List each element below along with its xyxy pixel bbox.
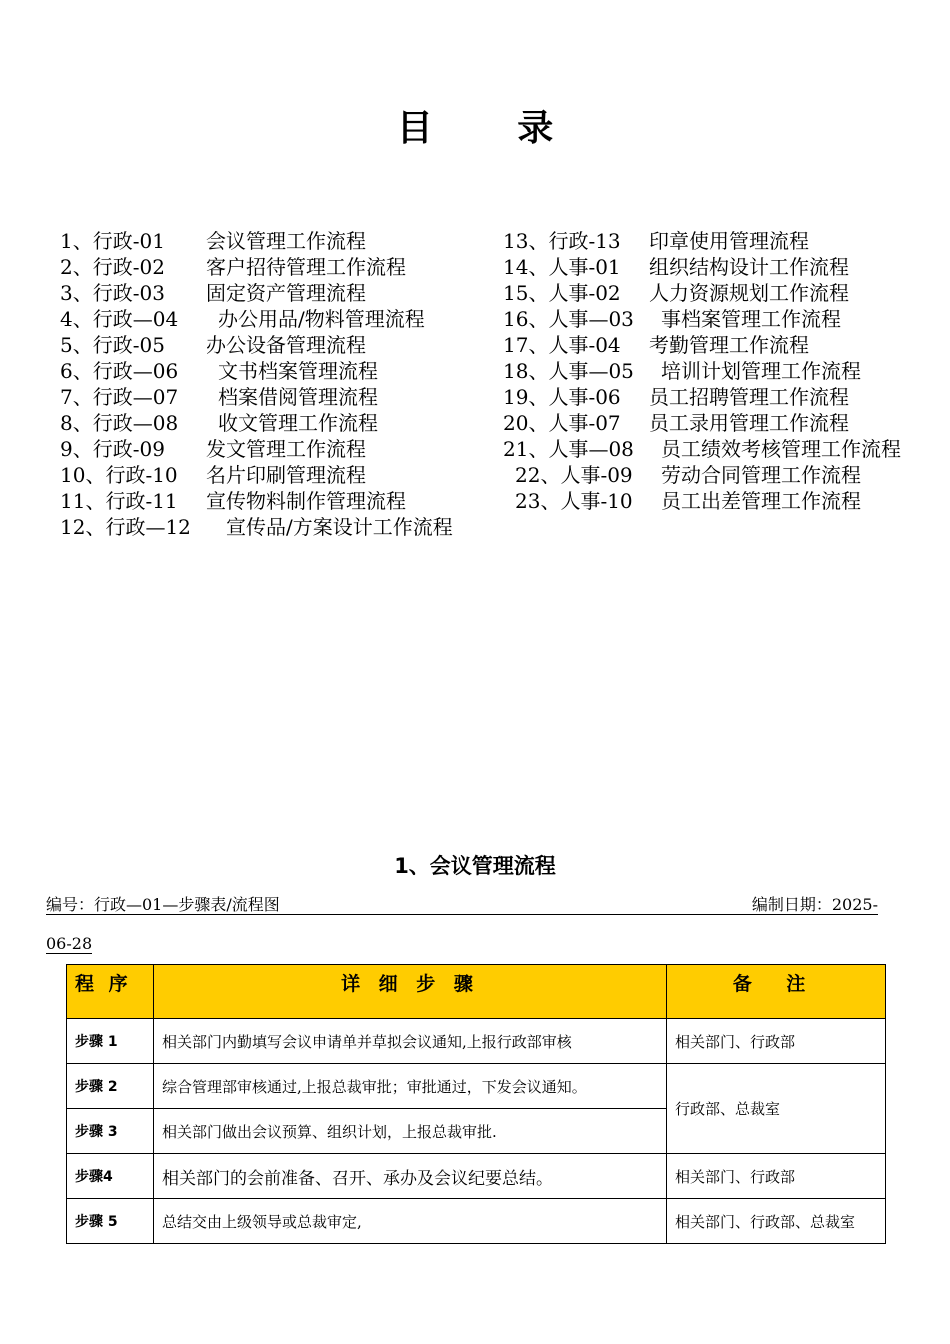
toc-number: 4、行政—04	[60, 307, 179, 331]
step-cell: 步骤 1	[67, 1019, 154, 1064]
toc-number: 13、行政-13	[503, 229, 621, 253]
toc-number: 19、人事-06	[503, 385, 621, 409]
toc-number: 21、人事—08	[503, 437, 634, 461]
toc-number: 2、行政-02	[60, 255, 165, 279]
toc-item[interactable]	[503, 358, 903, 384]
note-cell: 相关部门、行政部、总裁室	[667, 1199, 886, 1244]
toc-title: 员工出差管理工作流程	[661, 489, 861, 513]
toc-number: 5、行政-05	[60, 333, 165, 357]
column-header-note: 备 注	[667, 965, 886, 1019]
table-row	[67, 1019, 886, 1064]
section-title: 1、会议管理流程	[394, 854, 556, 878]
toc-number: 12、行政—12	[60, 515, 191, 539]
toc-title: 收文管理工作流程	[218, 411, 378, 435]
toc-title: 员工录用管理工作流程	[649, 411, 849, 435]
toc-number: 22、人事-09	[515, 463, 633, 487]
detail-cell: 总结交由上级领导或总裁审定,	[154, 1199, 667, 1244]
toc-item[interactable]	[503, 306, 903, 332]
column-header-step: 程 序	[67, 965, 154, 1019]
step-cell: 步骤 3	[67, 1109, 154, 1154]
toc-title: 文书档案管理流程	[218, 359, 378, 383]
step-cell: 步骤4	[67, 1154, 154, 1199]
detail-cell: 相关部门做出会议预算、组织计划，上报总裁审批.	[154, 1109, 667, 1154]
toc-title: 档案借阅管理流程	[218, 385, 378, 409]
compile-date-value: 06-28	[46, 934, 93, 953]
toc-number: 20、人事-07	[503, 411, 621, 435]
toc-item[interactable]	[60, 358, 480, 384]
toc-title: 培训计划管理工作流程	[661, 359, 861, 383]
toc-item[interactable]	[60, 306, 480, 332]
toc-title: 会议管理工作流程	[206, 229, 366, 253]
detail-cell: 相关部门内勤填写会议申请单并草拟会议通知,上报行政部审核	[154, 1019, 667, 1064]
detail-cell: 综合管理部审核通过,上报总裁审批；审批通过，下发会议通知。	[154, 1064, 667, 1109]
toc-title: 劳动合同管理工作流程	[661, 463, 861, 487]
toc-title: 客户招待管理工作流程	[206, 255, 406, 279]
toc-number: 14、人事-01	[503, 255, 621, 279]
document-code: 编号：行政—01—步骤表/流程图	[46, 895, 280, 914]
toc-item[interactable]	[503, 462, 903, 488]
toc-item[interactable]	[503, 488, 903, 514]
toc-title: 办公设备管理流程	[206, 333, 366, 357]
toc-item[interactable]	[503, 228, 903, 254]
toc-number: 18、人事—05	[503, 359, 634, 383]
toc-number: 17、人事-04	[503, 333, 621, 357]
toc-title: 名片印刷管理流程	[206, 463, 366, 487]
toc-number: 11、行政-11	[60, 489, 178, 513]
column-header-detail: 详 细 步 骤	[154, 965, 667, 1019]
compile-date-label: 编制日期：2025-	[751, 895, 878, 914]
note-cell: 行政部、总裁室	[667, 1064, 886, 1154]
steps-table	[66, 964, 886, 1244]
document-meta	[46, 890, 878, 915]
toc-number: 9、行政-09	[60, 437, 165, 461]
toc-item[interactable]	[60, 228, 480, 254]
toc-left-column	[60, 228, 480, 540]
table-row	[67, 1154, 886, 1199]
toc-number: 1、行政-01	[60, 229, 165, 253]
toc-item[interactable]	[503, 384, 903, 410]
table-row	[67, 1199, 886, 1244]
detail-cell: 相关部门的会前准备、召开、承办及会议纪要总结。	[154, 1154, 667, 1199]
toc-item[interactable]	[503, 436, 903, 462]
toc-title: 办公用品/物料管理流程	[218, 307, 425, 331]
toc-item[interactable]	[503, 280, 903, 306]
toc-number: 3、行政-03	[60, 281, 165, 305]
toc-title: 印章使用管理流程	[649, 229, 809, 253]
toc-title: 发文管理工作流程	[206, 437, 366, 461]
toc-item[interactable]	[60, 436, 480, 462]
toc-number: 6、行政—06	[60, 359, 179, 383]
toc-title: 人力资源规划工作流程	[649, 281, 849, 305]
note-cell: 相关部门、行政部	[667, 1154, 886, 1199]
toc-title: 宣传物料制作管理流程	[206, 489, 406, 513]
toc-item[interactable]	[503, 254, 903, 280]
toc-item[interactable]	[503, 332, 903, 358]
toc-title: 员工绩效考核管理工作流程	[661, 437, 901, 461]
toc-item[interactable]	[60, 254, 480, 280]
toc-number: 23、人事-10	[515, 489, 633, 513]
toc-title: 事档案管理工作流程	[661, 307, 841, 331]
toc-title: 固定资产管理流程	[206, 281, 366, 305]
toc-title: 员工招聘管理工作流程	[649, 385, 849, 409]
toc-item[interactable]	[60, 280, 480, 306]
toc-item[interactable]	[60, 332, 480, 358]
step-cell: 步骤 2	[67, 1064, 154, 1109]
table-row	[67, 1064, 886, 1109]
toc-right-column	[503, 228, 903, 514]
toc-title: 组织结构设计工作流程	[649, 255, 849, 279]
toc-title: 考勤管理工作流程	[649, 333, 809, 357]
table-header-row	[67, 965, 886, 1019]
toc-item[interactable]	[60, 488, 480, 514]
toc-title: 宣传品/方案设计工作流程	[226, 515, 453, 539]
toc-number: 10、行政-10	[60, 463, 178, 487]
toc-number: 16、人事—03	[503, 307, 634, 331]
note-cell: 相关部门、行政部	[667, 1019, 886, 1064]
toc-item[interactable]	[60, 384, 480, 410]
toc-item[interactable]	[60, 410, 480, 436]
document-title: 目 录	[396, 108, 590, 149]
toc-item[interactable]	[60, 462, 480, 488]
toc-item[interactable]	[60, 514, 472, 540]
toc-number: 8、行政—08	[60, 411, 179, 435]
toc-number: 7、行政—07	[60, 385, 179, 409]
toc-number: 15、人事-02	[503, 281, 621, 305]
step-cell: 步骤 5	[67, 1199, 154, 1244]
toc-item[interactable]	[503, 410, 903, 436]
